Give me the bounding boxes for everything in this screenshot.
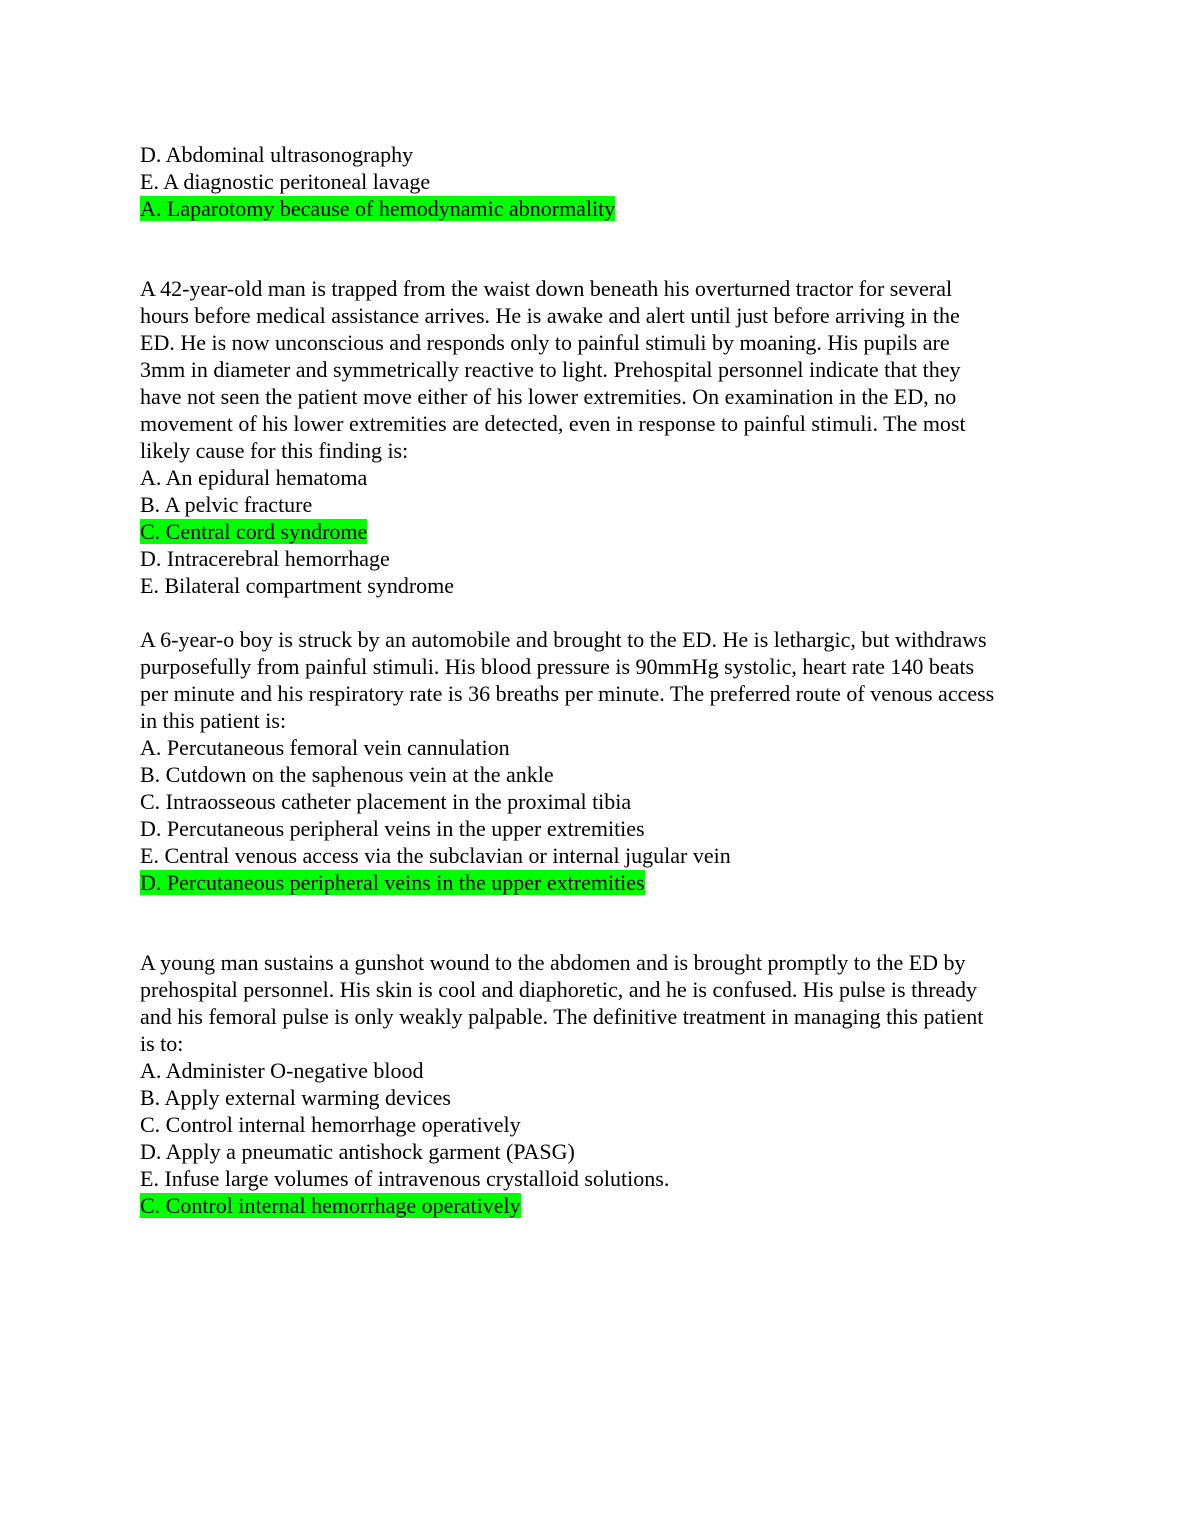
option-e: E. Infuse large volumes of intravenous crystalloid solutions. <box>140 1166 670 1191</box>
answer-highlight: C. Control internal hemorrhage operatively <box>140 1193 521 1218</box>
question-text-line: hours before medical assistance arrives. He is awake and alert until just before arriving in the <box>140 303 960 328</box>
answer-highlight: A. Laparotomy because of hemodynamic abnormality <box>140 196 616 221</box>
question-text-line: A 6-year-o boy is struck by an automobile and brought to the ED. He is lethargic, but withdraws <box>140 627 987 652</box>
option-e: E. A diagnostic peritoneal lavage <box>140 169 431 194</box>
option-e: E. Central venous access via the subclavian or internal jugular vein <box>140 843 731 868</box>
option-a: A. Administer O-negative blood <box>140 1058 424 1083</box>
option-d: D. Intracerebral hemorrhage <box>140 546 390 571</box>
answer-line <box>140 869 1060 896</box>
question-text-line: is to: <box>140 1031 184 1056</box>
option-a: A. Percutaneous femoral vein cannulation <box>140 735 510 760</box>
document-page <box>140 141 1060 1219</box>
option-e: E. Bilateral compartment syndrome <box>140 573 455 598</box>
spacer <box>140 896 1060 949</box>
question-block-1 <box>140 141 1060 222</box>
answer-highlight: D. Percutaneous peripheral veins in the upper extremities <box>140 870 645 895</box>
spacer <box>140 222 1060 275</box>
question-text-line: A 42-year-old man is trapped from the waist down beneath his overturned tractor for several <box>140 276 953 301</box>
option-b: B. A pelvic fracture <box>140 492 313 517</box>
option-d: D. Apply a pneumatic antishock garment (PASG) <box>140 1139 575 1164</box>
answer-line <box>140 195 1060 222</box>
question-text-line: ED. He is now unconscious and responds only to painful stimuli by moaning. His pupils are <box>140 330 950 355</box>
answer-highlight: C. Central cord syndrome <box>140 519 368 544</box>
spacer <box>140 599 1060 626</box>
question-text-line: and his femoral pulse is only weakly palpable. The definitive treatment in managing this patient <box>140 1004 984 1029</box>
question-text-line: purposefully from painful stimuli. His blood pressure is 90mmHg systolic, heart rate 140 beats <box>140 654 975 679</box>
question-block-3 <box>140 626 1060 896</box>
option-b: B. Apply external warming devices <box>140 1085 451 1110</box>
option-d: D. Percutaneous peripheral veins in the upper extremities <box>140 816 645 841</box>
option-a: A. An epidural hematoma <box>140 465 368 490</box>
question-text-line: in this patient is: <box>140 708 287 733</box>
option-b: B. Cutdown on the saphenous vein at the ankle <box>140 762 554 787</box>
option-c <box>140 518 1060 545</box>
question-block-2 <box>140 275 1060 599</box>
question-text-line: A young man sustains a gunshot wound to the abdomen and is brought promptly to the ED by <box>140 950 966 975</box>
question-text-line: 3mm in diameter and symmetrically reactive to light. Prehospital personnel indicate that they <box>140 357 961 382</box>
answer-line <box>140 1192 1060 1219</box>
question-text-line: likely cause for this finding is: <box>140 438 409 463</box>
question-block-4 <box>140 949 1060 1219</box>
option-c: C. Control internal hemorrhage operatively <box>140 1112 521 1137</box>
question-text-line: prehospital personnel. His skin is cool and diaphoretic, and he is confused. His pulse is thready <box>140 977 978 1002</box>
question-text-line: have not seen the patient move either of his lower extremities. On examination in the ED, no <box>140 384 957 409</box>
option-d: D. Abdominal ultrasonography <box>140 142 414 167</box>
option-c: C. Intraosseous catheter placement in the proximal tibia <box>140 789 632 814</box>
question-text-line: per minute and his respiratory rate is 36 breaths per minute. The preferred route of venous access <box>140 681 995 706</box>
question-text-line: movement of his lower extremities are detected, even in response to painful stimuli. The most <box>140 411 966 436</box>
